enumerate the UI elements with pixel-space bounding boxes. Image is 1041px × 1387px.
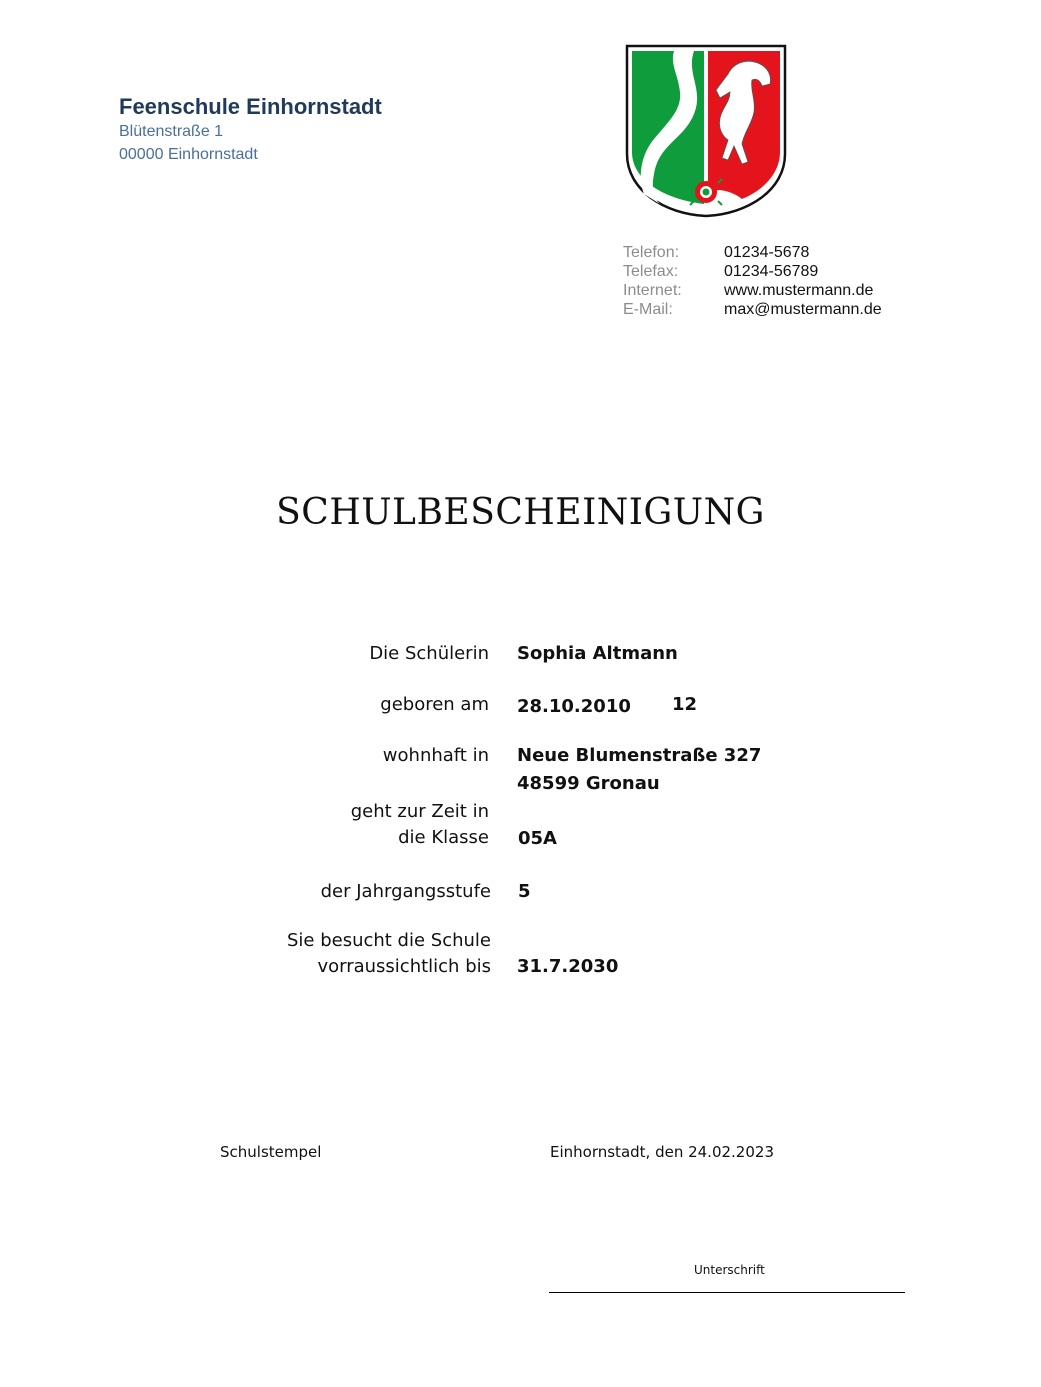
address-label: wohnhaft in xyxy=(382,745,489,766)
class-label-line1: geht zur Zeit in xyxy=(350,801,489,822)
nrw-coat-of-arms-icon xyxy=(624,44,788,219)
signature-line xyxy=(549,1292,905,1293)
school-name: Feenschule Einhornstadt xyxy=(119,94,382,119)
contact-value-email[interactable]: max@mustermann.de xyxy=(724,301,882,318)
contact-value-fax: 01234-56789 xyxy=(724,263,819,280)
born-date: 28.10.2010 xyxy=(517,696,631,717)
address-line2: 48599 Gronau xyxy=(517,773,660,794)
address-line1: Neue Blumenstraße 327 xyxy=(517,745,762,766)
school-street: Blütenstraße 1 xyxy=(119,123,224,140)
signature-label: Unterschrift xyxy=(694,1263,765,1277)
place-date: Einhornstadt, den 24.02.2023 xyxy=(550,1143,774,1161)
age-value: 12 xyxy=(672,694,698,715)
contact-label-phone: Telefon: xyxy=(623,244,680,261)
grade-value: 5 xyxy=(518,881,531,902)
contact-label-internet: Internet: xyxy=(623,282,682,299)
school-city: 00000 Einhornstadt xyxy=(119,146,258,163)
until-value: 31.7.2030 xyxy=(517,956,619,977)
student-name: Sophia Altmann xyxy=(517,643,678,664)
contact-label-fax: Telefax: xyxy=(623,263,679,280)
until-label-line2: vorraussichtlich bis xyxy=(317,956,491,977)
class-value: 05A xyxy=(518,828,557,849)
contact-value-internet[interactable]: www.mustermann.de xyxy=(724,282,874,299)
contact-label-email: E-Mail: xyxy=(623,301,673,318)
stamp-label: Schulstempel xyxy=(220,1143,322,1161)
document-title: SCHULBESCHEINIGUNG xyxy=(276,492,765,533)
born-label: geboren am xyxy=(380,694,489,715)
grade-label: der Jahrgangsstufe xyxy=(320,881,491,902)
until-label-line1: Sie besucht die Schule xyxy=(286,930,491,951)
student-label: Die Schülerin xyxy=(369,643,489,664)
class-label-line2: die Klasse xyxy=(398,827,489,848)
contact-value-phone: 01234-5678 xyxy=(724,244,810,261)
